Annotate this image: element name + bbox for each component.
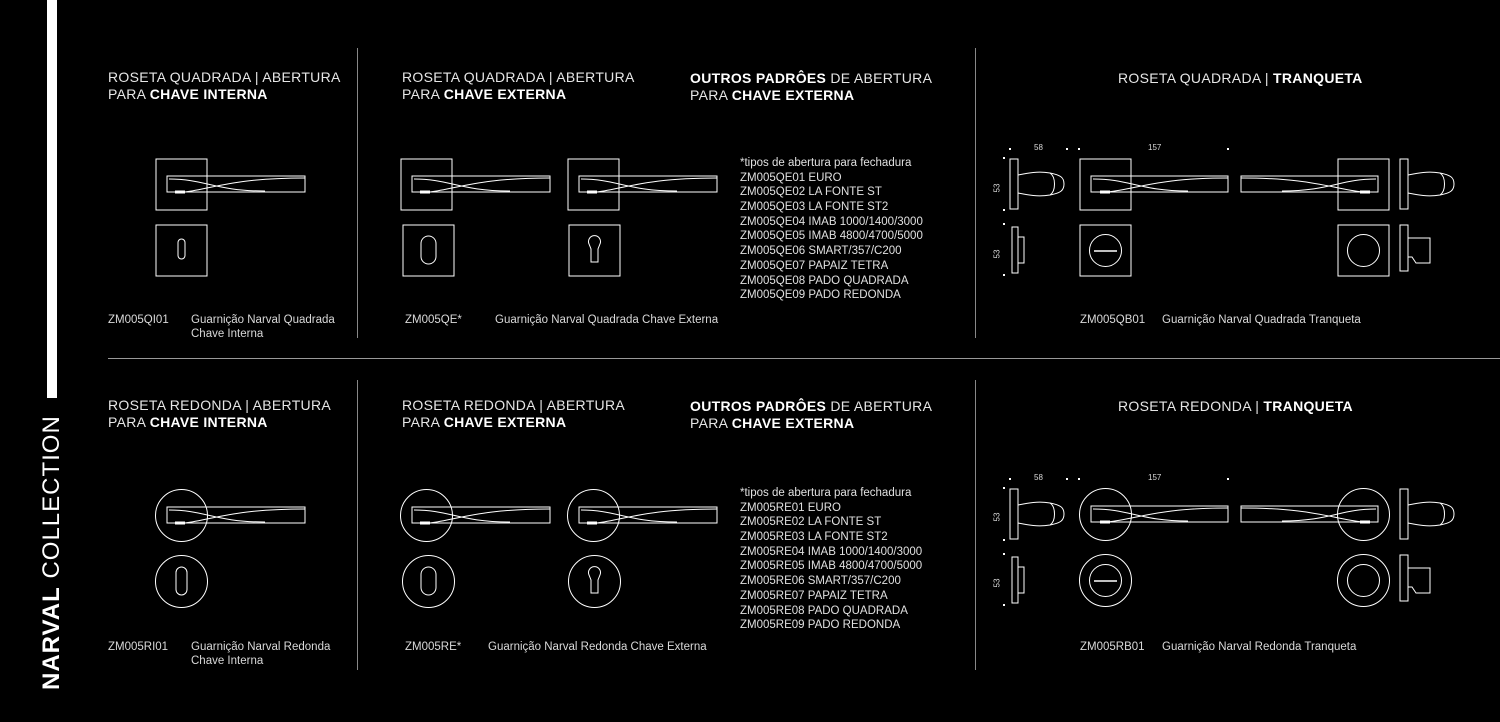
key-escutcheon-round-euro bbox=[568, 555, 622, 609]
divider-bottom-2 bbox=[975, 380, 976, 670]
list-item: ZM005RE09 PADO REDONDA bbox=[740, 619, 901, 632]
list-item: ZM005RE06 SMART/357/C200 bbox=[740, 575, 901, 588]
handle-round-drawing bbox=[400, 489, 560, 544]
tranqueta-round-drawing bbox=[1000, 475, 1470, 615]
dimension-53: 53 bbox=[992, 512, 1002, 522]
list-item: ZM005QE01 EURO bbox=[740, 171, 842, 184]
list-item: ZM005QE08 PADO QUADRADA bbox=[740, 274, 909, 287]
key-escutcheon-square bbox=[155, 224, 209, 278]
list-item: ZM005RE07 PAPAIZ TETRA bbox=[740, 589, 888, 602]
top-tranqueta-code: ZM005QB01 bbox=[1080, 314, 1146, 326]
dimension-53: 53 bbox=[992, 578, 1002, 588]
dimension-157: 157 bbox=[1148, 143, 1162, 152]
dimension-58: 58 bbox=[1034, 473, 1043, 482]
divider-top-2 bbox=[975, 48, 976, 338]
sidebar-accent-bar bbox=[47, 0, 57, 398]
list-item: ZM005RE04 IMAB 1000/1400/3000 bbox=[740, 545, 923, 558]
list-item: ZM005RE05 IMAB 4800/4700/5000 bbox=[740, 560, 923, 573]
top-tranqueta-heading: ROSETA QUADRADA | TRANQUETA bbox=[1118, 70, 1363, 86]
divider-top-1 bbox=[357, 48, 358, 338]
bottom-internal-desc: Guarnição Narval Redonda Chave Interna bbox=[191, 641, 331, 667]
top-internal-code: ZM005QI01 bbox=[108, 314, 169, 326]
handle-square-drawing bbox=[155, 158, 315, 213]
top-external-heading: ROSETA QUADRADA | ABERTURA PARA CHAVE EXTERNA bbox=[402, 69, 635, 102]
list-item: ZM005QE04 IMAB 1000/1400/3000 bbox=[740, 215, 923, 228]
dimension-157: 157 bbox=[1148, 473, 1162, 482]
list-item: ZM005QE09 PADO REDONDA bbox=[740, 289, 901, 302]
bottom-tranqueta-heading: ROSETA REDONDA | TRANQUETA bbox=[1118, 398, 1353, 414]
top-tranqueta-desc: Guarnição Narval Quadrada Tranqueta bbox=[1162, 314, 1361, 326]
handle-square-drawing bbox=[400, 158, 560, 213]
top-external-code: ZM005QE* bbox=[405, 314, 462, 326]
dimension-58: 58 bbox=[1034, 143, 1043, 152]
list-item: ZM005QE05 IMAB 4800/4700/5000 bbox=[740, 230, 923, 243]
section-divider bbox=[108, 358, 1500, 359]
handle-round-drawing bbox=[567, 489, 727, 544]
key-escutcheon-round bbox=[155, 555, 209, 609]
top-others-heading: OUTROS PADRÔES DE ABERTURA PARA CHAVE EXTERNA bbox=[690, 70, 933, 103]
key-escutcheon-round-oval bbox=[402, 555, 456, 609]
list-item: ZM005QE03 LA FONTE ST2 bbox=[740, 201, 889, 214]
bottom-others-list bbox=[740, 486, 922, 633]
list-item: ZM005QE02 LA FONTE ST bbox=[740, 186, 882, 199]
bottom-internal-code: ZM005RI01 bbox=[108, 641, 169, 653]
bottom-internal-heading: ROSETA REDONDA | ABERTURA PARA CHAVE INTERNA bbox=[108, 397, 332, 430]
top-internal-desc: Guarnição Narval Quadrada Chave Interna bbox=[191, 314, 335, 340]
list-item: ZM005RE02 LA FONTE ST bbox=[740, 516, 882, 529]
tranqueta-square-drawing bbox=[1000, 145, 1470, 285]
collection-title: NARVAL COLLECTION bbox=[38, 415, 65, 690]
list-item: ZM005RE08 PADO QUADRADA bbox=[740, 604, 908, 617]
bottom-tranqueta-desc: Guarnição Narval Redonda Tranqueta bbox=[1162, 641, 1357, 653]
dimension-53: 53 bbox=[992, 183, 1002, 193]
bottom-external-code: ZM005RE* bbox=[405, 641, 462, 653]
list-item: ZM005RE01 EURO bbox=[740, 501, 841, 514]
top-internal-heading: ROSETA QUADRADA | ABERTURA PARA CHAVE INTERNA bbox=[108, 69, 341, 102]
top-external-desc: Guarnição Narval Quadrada Chave Externa bbox=[495, 314, 719, 326]
list-item: ZM005RE03 LA FONTE ST2 bbox=[740, 531, 888, 544]
bottom-external-desc: Guarnição Narval Redonda Chave Externa bbox=[488, 641, 707, 653]
list-item: *tipos de abertura para fechadura bbox=[740, 157, 912, 169]
bottom-external-heading: ROSETA REDONDA | ABERTURA PARA CHAVE EXTERNA bbox=[402, 397, 626, 430]
top-others-list bbox=[740, 156, 923, 303]
bottom-tranqueta-code: ZM005RB01 bbox=[1080, 641, 1145, 653]
list-item: *tipos de abertura para fechadura bbox=[740, 487, 912, 499]
handle-square-drawing bbox=[567, 158, 727, 213]
list-item: ZM005QE07 PAPAIZ TETRA bbox=[740, 259, 889, 272]
key-escutcheon-square-euro bbox=[568, 224, 622, 278]
dimension-53: 53 bbox=[992, 249, 1002, 259]
list-item: ZM005QE06 SMART/357/C200 bbox=[740, 245, 902, 258]
handle-round-drawing bbox=[155, 489, 315, 544]
bottom-others-heading: OUTROS PADRÔES DE ABERTURA PARA CHAVE EXTERNA bbox=[690, 398, 933, 431]
key-escutcheon-square-oval bbox=[402, 224, 456, 278]
divider-bottom-1 bbox=[357, 380, 358, 670]
